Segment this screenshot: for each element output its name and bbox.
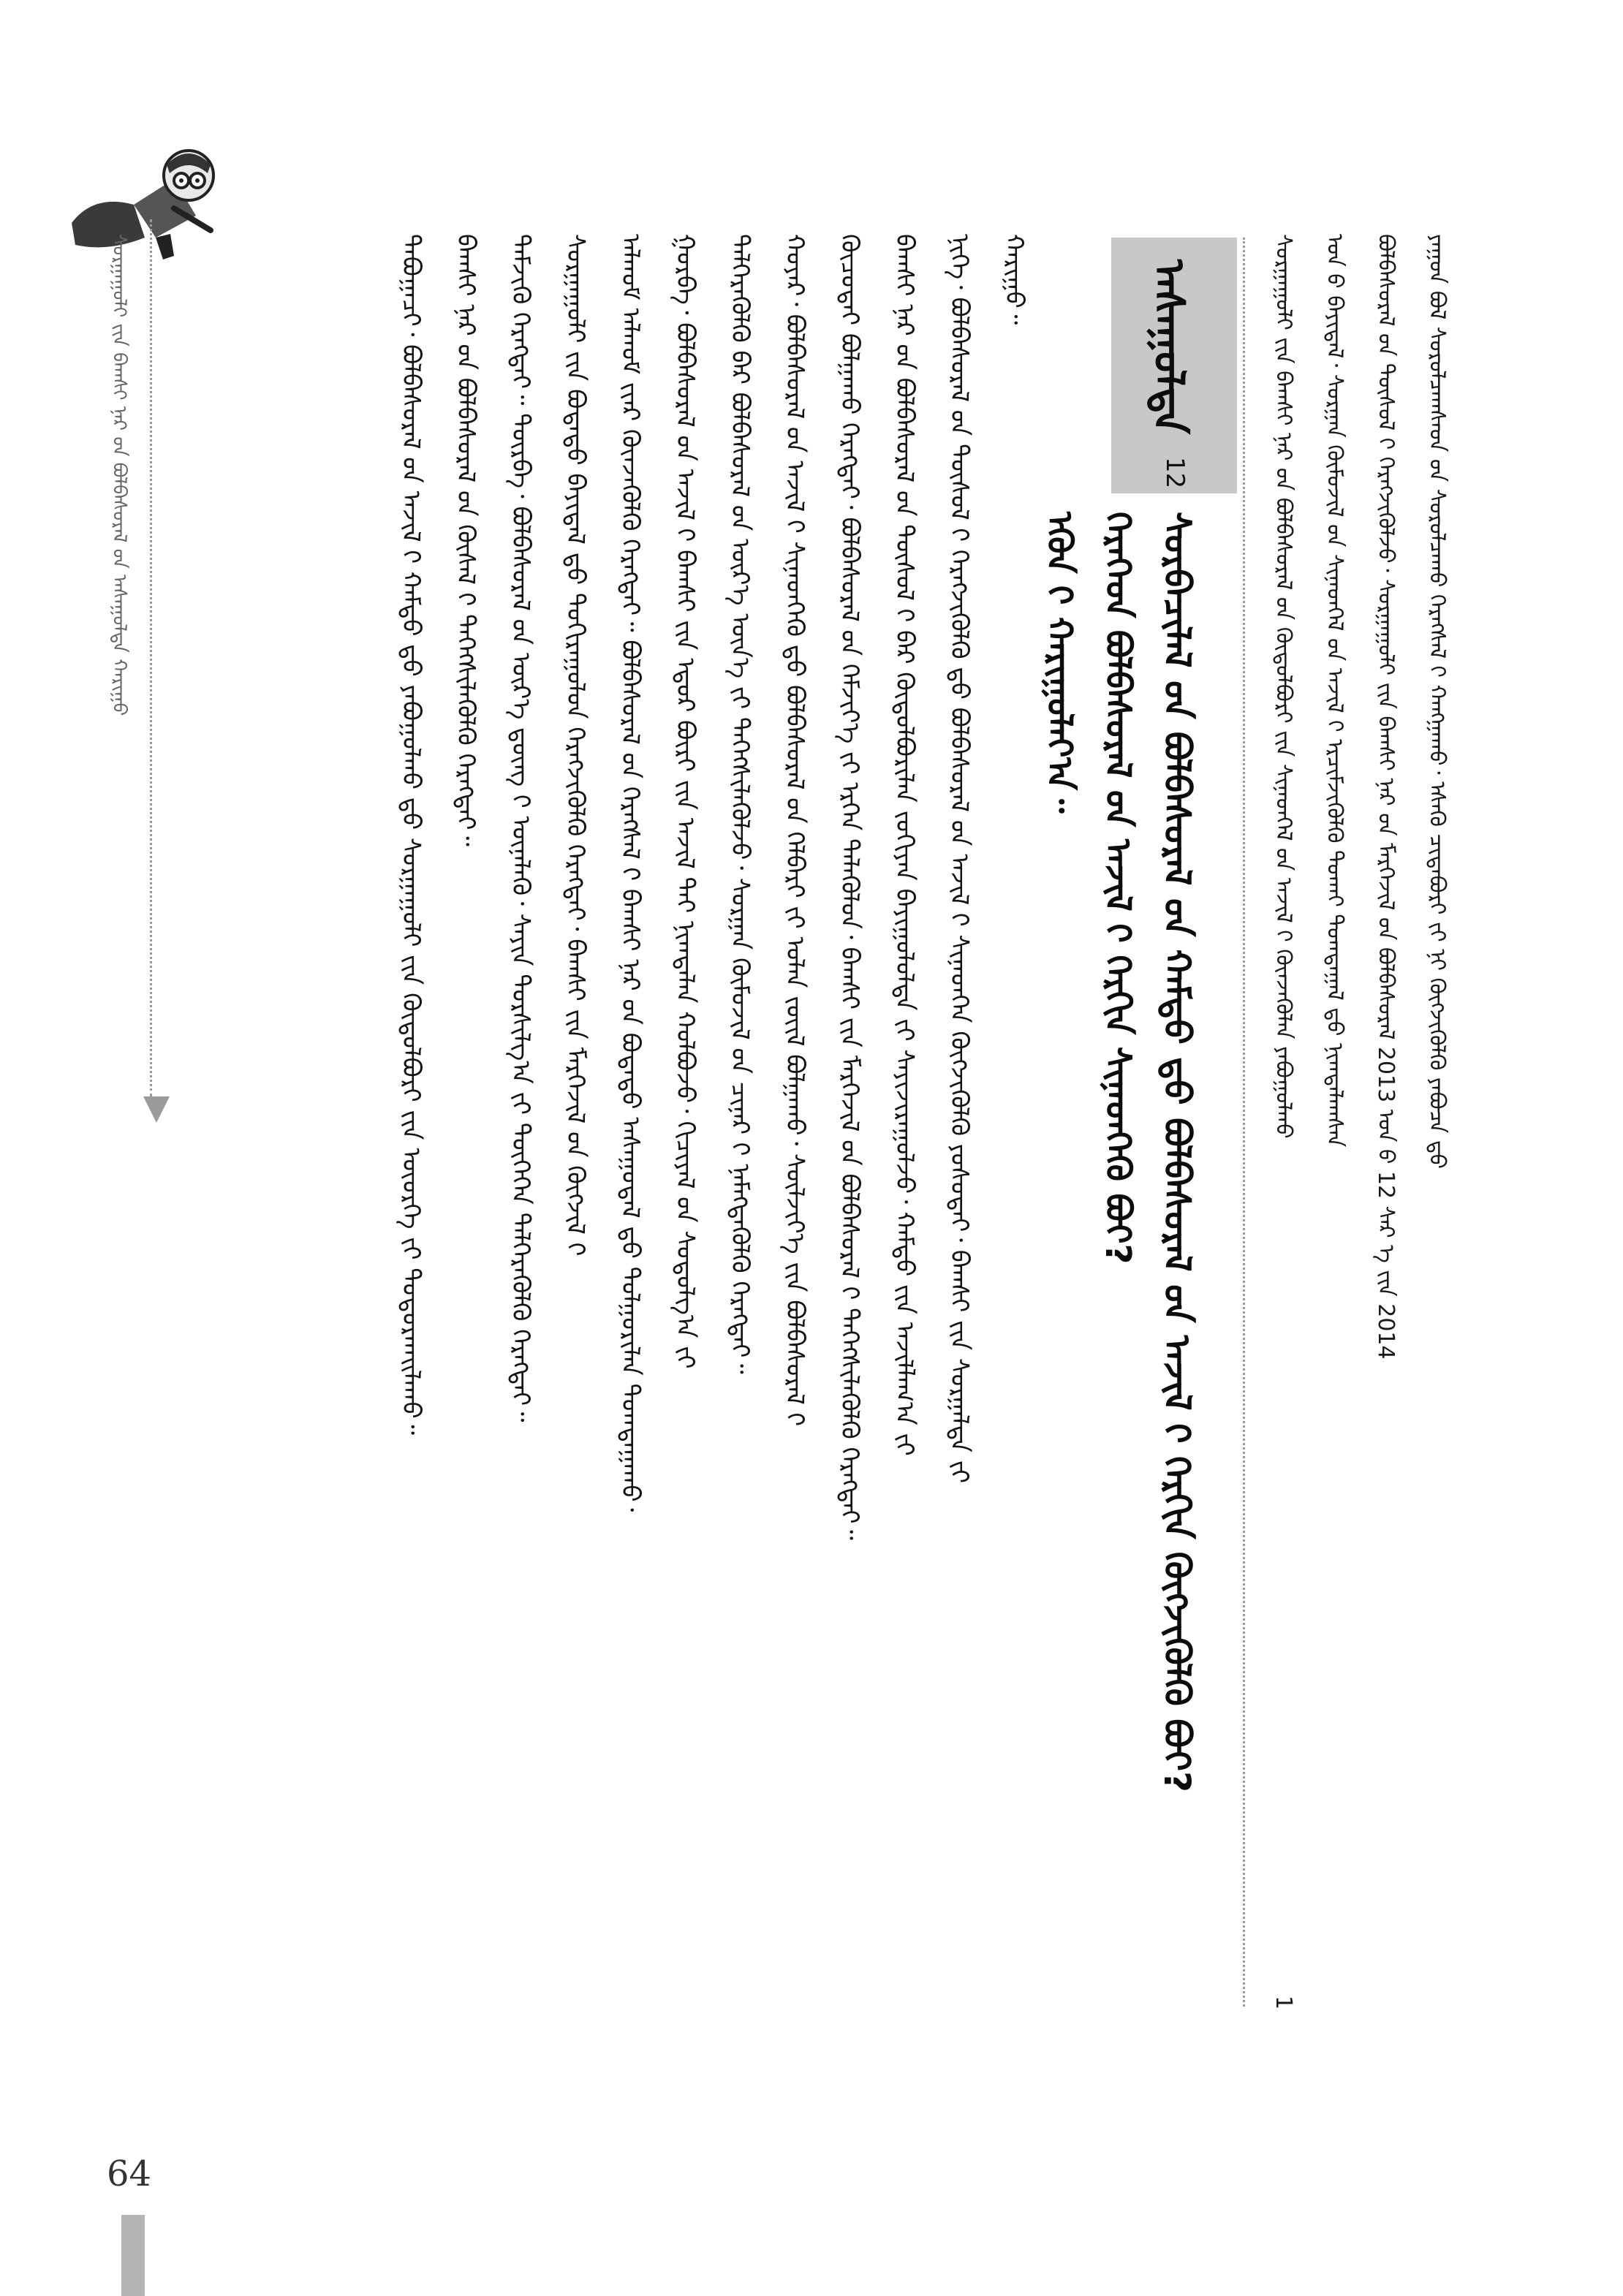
- question-label: ᠠᠰᠠᠭᠤᠯᠲᠠ: [1144, 259, 1194, 434]
- question-number: 12: [1160, 457, 1189, 489]
- mascot-illustration: [64, 135, 218, 267]
- body-line-9: ᠳᠡᠮᠵᠢᠬᠦ ᠬᠡᠷᠡᠭᠲᠡᠢ᠃ ᠳᠥᠷᠪᠡ᠂ ᠪᠣᠯᠪᠠᠰᠤᠷᠠᠯ ᠤ᠋ᠨ ᠦᠷ᠎ᠡ ᠳ᠋ᠦᠩ ᠢ᠋ ᠦᠨᠡᠯᠡᠬᠦ᠂ ᠰᠠᠶᠢᠨ ᠲᠤᠷᠰᠢᠯᠭ᠎ᠠ ᠶ᠋ᠢ ᠲᠦᠭᠡᠭᠡᠨ ᠳᠡᠯᠭᠡᠷᠡᠭᠦᠯᠬᠦ ᠬᠡᠷᠡᠭᠲᠡᠢ᠃: [506, 234, 535, 1422]
- question-title-line-1: ᠰᠣᠷᠪᠠᠴᠢᠯᠠᠯ ᠤ᠋ᠨ ᠪᠣᠯᠪᠠᠰᠤᠷᠠᠯ ᠤ᠋ᠨ ᠬᠠᠮᠲᠤ ᠳ᠋ᠤ ᠪᠣᠯᠪᠠᠰᠤᠷᠠᠯ ᠤ᠋ᠨ ᠠᠵᠢᠯ ᠢ᠋ ᠬᠡᠷᠬᠢᠨ ᠬᠥᠭᠵᠢᠭᠦᠯᠬᠦ ᠪᠤᠢ?: [1156, 512, 1198, 1792]
- footer-arrow-icon: [143, 1096, 170, 1123]
- body-line-6: ᠭᠤᠷᠪᠠ᠂ ᠪᠣᠯᠪᠠᠰᠤᠷᠠᠯ ᠤ᠋ᠨ ᠠᠵᠢᠯ ᠢ᠋ ᠪᠠᠭᠰᠢ ᠶ᠋ᠢᠨ ᠡᠳᠦᠷ ᠪᠦᠷᠢ ᠶ᠋ᠢᠨ ᠠᠵᠢᠯ ᠲᠠᠢ ᠨᠢᠭᠲᠠᠯᠠᠨ ᠬᠣᠯᠪᠣᠵᠤ᠂ ᠬᠢᠴᠢᠶᠡᠯ ᠦ᠋ᠨ ᠰᠤᠳᠤᠯᠭ᠎ᠠ ᠶ᠋ᠢ: [670, 234, 700, 1369]
- running-head: ᠰᠤᠷᠭᠠᠭᠤᠯᠢ ᠶ᠋ᠢᠨ ᠪᠠᠭᠰᠢ ᠨᠠᠷ ᠤ᠋ᠨ ᠪᠣᠯᠪᠠᠰᠤᠷᠠᠯ ᠤ᠋ᠨ ᠠᠰᠠᠭᠤᠯᠲᠠ ᠬᠠᠷᠢᠭᠤ: [108, 234, 130, 716]
- question-title-line-2: ᠬᠡᠷᠡᠭᠡᠳ ᠪᠣᠯᠪᠠᠰᠤᠷᠠᠯ ᠤ᠋ᠨ ᠠᠵᠢᠯ ᠢ᠋ ᠬᠡᠷᠬᠢᠨ ᠰᠢᠨᠡᠳᠬᠡᠬᠦ ᠪᠤᠢ?: [1097, 512, 1138, 1265]
- body-line-5: ᠳᠡᠯᠭᠡᠷᠡᠭᠦᠯᠬᠦ ᠪᠡᠷ ᠪᠣᠯᠪᠠᠰᠤᠷᠠᠯ ᠤ᠋ᠨ ᠦᠷ᠎ᠡ ᠦᠨ᠎ᠡ ᠶ᠋ᠢ ᠳᠡᠭᠡᠭᠰᠢᠯᠡᠭᠦᠯᠵᠦ᠂ ᠰᠤᠷᠭᠠᠨ ᠬᠦᠮᠦᠵᠢᠯ ᠦ᠋ᠨ ᠴᠢᠨᠠᠷ ᠢ᠋ ᠨᠡᠮᠡᠭᠳᠡᠭᠦᠯᠬᠦ ᠬᠡᠷᠡᠭᠲᠡᠢ᠃: [725, 234, 754, 1374]
- body-line-4: ᠬᠣᠶᠠᠷ᠂ ᠪᠣᠯᠪᠠᠰᠤᠷᠠᠯ ᠤ᠋ᠨ ᠠᠵᠢᠯ ᠢ᠋ ᠰᠢᠨᠡᠳᠬᠡᠬᠦ ᠳ᠋ᠤ ᠪᠣᠯᠪᠠᠰᠤᠷᠠᠯ ᠤ᠋ᠨ ᠬᠡᠯᠪᠡᠷᠢ ᠶ᠋ᠢ ᠣᠯᠠᠨ ᠵᠦᠢᠯ ᠪᠣᠯᠭᠠᠬᠤ᠂ ᠰᠦᠯᠵᠢᠶ᠎ᠡ ᠶ᠋ᠢᠨ ᠪᠣᠯᠪᠠᠰᠤᠷᠠᠯ ᠢ᠋: [780, 234, 809, 1427]
- body-line-11: ᠳᠠᠪᠤᠭᠠᠴᠢ᠂ ᠪᠣᠯᠪᠠᠰᠤᠷᠠᠯ ᠤ᠋ᠨ ᠠᠵᠢᠯ ᠢ᠋ ᠬᠠᠮᠲᠤ ᠳ᠋ᠤ ᠶᠠᠪᠤᠭᠤᠯᠬᠤ ᠳ᠋ᠤ ᠰᠤᠷᠭᠠᠭᠤᠯᠢ ᠶ᠋ᠢᠨ ᠬᠥᠲᠥᠯᠪᠦᠷᠢ ᠶ᠋ᠢᠨ ᠦᠦᠷᠭᠡ ᠶ᠋ᠢ ᠲᠣᠳᠤᠷᠬᠠᠢᠯᠠᠬᠤ᠃: [396, 234, 425, 1436]
- note-line-4: ᠰᠤᠷᠭᠠᠭᠤᠯᠢ ᠶ᠋ᠢᠨ ᠪᠠᠭᠰᠢ ᠨᠠᠷ ᠤ᠋ᠨ ᠪᠣᠯᠪᠠᠰᠤᠷᠠᠯ ᠤ᠋ᠨ ᠬᠥᠲᠥᠯᠪᠦᠷᠢ ᠶ᠋ᠢᠨ ᠰᠢᠨᠡᠳᠭᠡᠯ ᠦ᠋ᠨ ᠠᠵᠢᠯ ᠢ᠋ ᠭᠦᠨᠵᠡᠭᠦᠯᠡᠨ ᠶᠠᠪᠤᠭᠤᠯᠬᠤ: [1271, 234, 1296, 1139]
- body-line-10: ᠪᠠᠭᠰᠢ ᠨᠠᠷ ᠤ᠋ᠨ ᠪᠣᠯᠪᠠᠰᠤᠷᠠᠯ ᠤ᠋ᠨ ᠬᠦᠰᠡᠯ ᠢ᠋ ᠳᠡᠭᠡᠭᠰᠢᠯᠡᠭᠦᠯᠬᠦ ᠬᠡᠷᠡᠭᠲᠡᠢ᠃: [451, 234, 480, 846]
- body-line-3: ᠬᠦᠴᠦᠲᠡᠢ ᠪᠣᠯᠭᠠᠬᠤ ᠬᠡᠷᠡᠭᠲᠡᠢ᠂ ᠪᠣᠯᠪᠠᠰᠤᠷᠠᠯ ᠤ᠋ᠨ ᠬᠡᠮᠵᠢᠶ᠎ᠡ ᠶ᠋ᠢ ᠡᠷᠭᠡᠨ ᠲᠡᠯᠡᠭᠦᠯᠦᠨ᠂ ᠪᠠᠭᠰᠢ ᠶ᠋ᠢᠨ ᠮᠡᠷᠭᠡᠵᠢᠯ ᠦ᠋ᠨ ᠪᠣᠯᠪᠠᠰᠤᠷᠠᠯ ᠢ᠋ ᠳᠡᠭᠡᠭᠰᠢᠯᠡᠭᠦᠯᠬᠦ ᠬᠡᠷᠡᠭᠲᠡᠢ᠃: [835, 234, 864, 1540]
- note-number-1: 1: [1271, 1996, 1296, 2010]
- body-line-1: ᠨᠢᠭᠡ᠂ ᠪᠣᠯᠪᠠᠰᠤᠷᠠᠯ ᠤ᠋ᠨ ᠲᠥᠰᠥᠯ ᠢ᠋ ᠬᠡᠷᠡᠭᠵᠢᠭᠦᠯᠬᠦ ᠳ᠋ᠤ ᠪᠣᠯᠪᠠᠰᠤᠷᠠᠯ ᠤ᠋ᠨ ᠠᠵᠢᠯ ᠢ᠋ ᠰᠢᠨᠡᠳᠬᠡᠨ ᠬᠥᠭᠵᠢᠭᠦᠯᠬᠦ ᠶᠣᠰᠣᠲᠠᠢ᠂ ᠪᠠᠭᠰᠢ ᠶ᠋ᠢᠨ ᠰᠤᠷᠭᠠᠯᠲᠠ ᠶ᠋ᠢ: [945, 234, 974, 1484]
- page-number: 64: [107, 2153, 152, 2194]
- body-line-8: ᠰᠤᠷᠭᠠᠭᠤᠯᠢ ᠶ᠋ᠢᠨ ᠪᠣᠳᠠᠲᠤ ᠪᠠᠶᠢᠳᠠᠯ ᠳ᠋ᠤ ᠲᠣᠬᠢᠷᠠᠭᠤᠯᠤᠨ ᠬᠡᠷᠡᠭᠵᠢᠭᠦᠯᠬᠦ ᠬᠡᠷᠡᠭᠲᠡᠢ᠂ ᠪᠠᠭᠰᠢ ᠶ᠋ᠢᠨ ᠮᠡᠷᠭᠡᠵᠢᠯ ᠦ᠋ᠨ ᠬᠥᠭᠵᠢᠯ ᠢ᠋: [561, 234, 590, 1257]
- note-line-2: ᠪᠣᠯᠪᠠᠰᠤᠷᠠᠯ ᠤ᠋ᠨ ᠲᠥᠰᠥᠯ ᠢ᠋ ᠬᠡᠷᠡᠭᠵᠢᠭᠦᠯᠵᠦ᠂ ᠰᠤᠷᠭᠠᠭᠤᠯᠢ ᠶ᠋ᠢᠨ ᠪᠠᠭᠰᠢ ᠨᠠᠷ ᠤ᠋ᠨ ᠮᠡᠷᠭᠡᠵᠢᠯ ᠦ᠋ᠨ ᠪᠣᠯᠪᠠᠰᠤᠷᠠᠯ 2013 ᠣᠨ ᠤ᠋ 12 ᠰᠠᠷ ᠠ᠋ ᠶ᠋ᠢᠨ 2014: [1373, 234, 1399, 1360]
- page-edge-tab: [121, 2215, 145, 2296]
- question-title-line-3: ᠡᠭᠦᠨ ᠢ᠋ ᠬᠠᠷᠢᠭᠤᠯᠠᠶ᠎ᠠ᠃: [1039, 512, 1080, 814]
- note-line-3: ᠣᠨ ᠤ᠋ ᠪᠠᠶᠢᠳᠠᠯ᠂ ᠰᠤᠷᠭᠠᠨ ᠬᠦᠮᠦᠵᠢᠯ ᠦ᠋ᠨ ᠰᠢᠨᠡᠳᠭᠡᠯ ᠦ᠋ᠨ ᠠᠵᠢᠯ ᠢ᠋ ᠡᠷᠴᠢᠮᠵᠢᠭᠦᠯᠬᠦ ᠲᠤᠬᠠᠢ ᠲᠣᠭᠲᠠᠭᠠᠯ ᠳ᠋ᠤ ᠨᠢᠭᠲᠠᠯᠠᠭᠰᠠᠨ: [1322, 234, 1347, 1148]
- body-line-7: ᠠᠯᠬᠤᠮ ᠠᠯᠬᠤᠮ ᠢ᠋ᠶ᠋ᠡᠷ ᠭᠦᠨᠵᠡᠭᠦᠯᠬᠦ ᠬᠡᠷᠡᠭᠲᠡᠢ᠃ ᠪᠣᠯᠪᠠᠰᠤᠷᠠᠯ ᠤ᠋ᠨ ᠬᠡᠷᠡᠭᠰᠡᠯ ᠢ᠋ ᠪᠠᠭᠰᠢ ᠨᠠᠷ ᠤ᠋ᠨ ᠪᠣᠳᠠᠲᠤ ᠠᠰᠠᠭᠤᠳᠠᠯ ᠳ᠋ᠤ ᠲᠤᠯᠭᠤᠷᠢᠯᠠᠨ ᠲᠣᠭᠲᠠᠭᠠᠬᠤ᠂: [616, 234, 645, 1512]
- body-line-2: ᠪᠠᠭᠰᠢ ᠨᠠᠷ ᠤ᠋ᠨ ᠪᠣᠯᠪᠠᠰᠤᠷᠠᠯ ᠤ᠋ᠨ ᠲᠥᠰᠥᠯ ᠢ᠋ ᠪᠠᠷ ᠬᠥᠲᠦᠯᠪᠦᠷᠢᠯᠡᠨ ᠵᠣᠬᠢᠶᠠᠨ ᠪᠠᠶᠢᠭᠤᠯᠤᠯᠲᠠ ᠶ᠋ᠢ ᠰᠠᠶᠢᠵᠢᠷᠠᠭᠤᠯᠵᠤ᠂ ᠬᠠᠮᠲᠤ ᠶ᠋ᠢᠨ ᠠᠵᠢᠯᠯᠠᠭ᠎ᠠ ᠶ᠋ᠢ: [890, 234, 919, 1456]
- note-line-1: ᠶᠠᠭᠤᠨ ᠪᠣᠯ ᠰᠤᠷᠤᠯᠴᠠᠭᠰᠠᠳ ᠤ᠋ᠨ ᠰᠤᠷᠤᠯᠴᠠᠬᠤ ᠬᠡᠷᠡᠭᠰᠡᠯ ᠢ᠋ ᠬᠠᠩᠭᠠᠬᠤ᠂ ᠡᠰᠡᠬᠦ ᠴᠢᠳᠠᠪᠤᠷᠢ ᠶ᠋ᠢ ᠨᠢ ᠬᠥᠭᠵᠢᠭᠦᠯᠬᠦ ᠶᠠᠪᠤᠴᠠ ᠳ᠋ᠤ: [1424, 234, 1450, 1170]
- answer-label: ᠬᠠᠷᠢᠭᠤ᠃: [999, 234, 1029, 325]
- top-dotted-rule: [1243, 238, 1245, 2007]
- question-label-box: [1111, 238, 1237, 493]
- footer-dotted-rule: [150, 219, 152, 1096]
